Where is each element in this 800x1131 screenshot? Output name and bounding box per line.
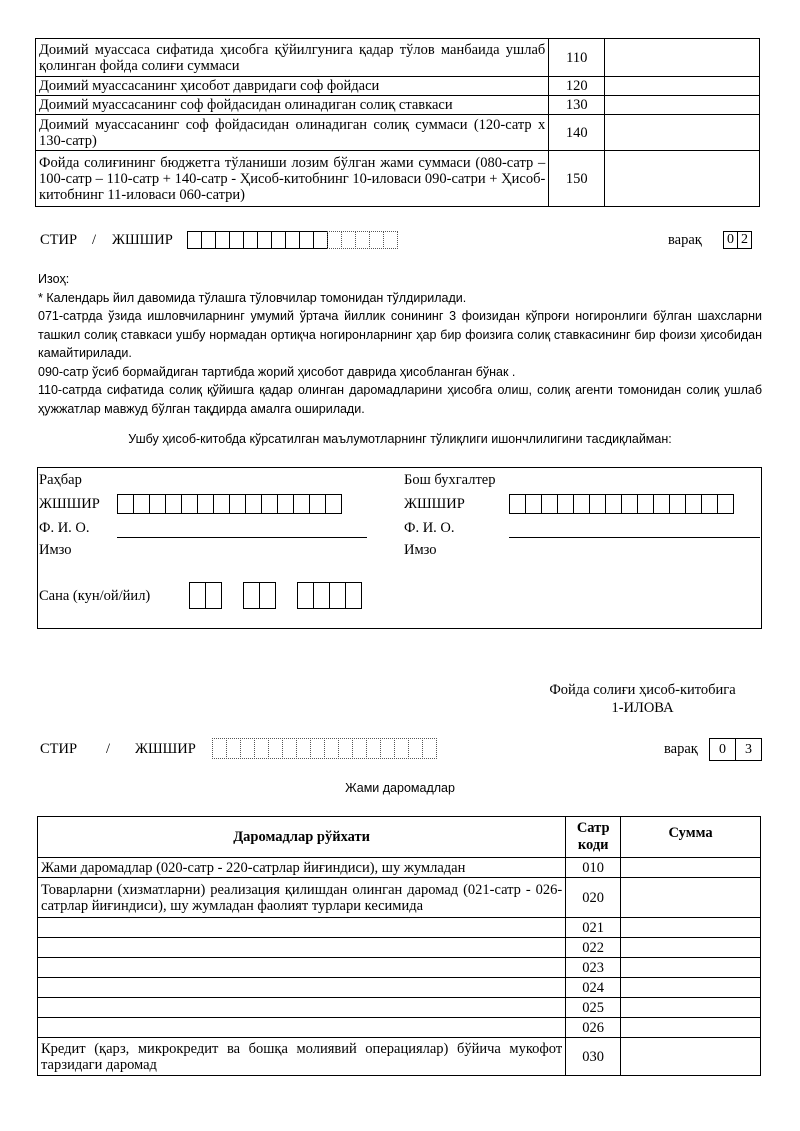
annex-line-1: Фойда солиғи ҳисоб-китобига	[549, 682, 736, 698]
table-row	[38, 958, 761, 978]
row-code: 024	[566, 978, 621, 998]
confirm-text: Ушбу ҳисоб-китобда кўрсатилган маълумотларнинг тўлиқлиги ишончлилигини тасдиқлайман:	[128, 432, 672, 446]
date-month-boxes[interactable]	[243, 582, 275, 609]
row-description: Кредит (қарз, микрокредит ва бошқа молиявий операциялар) бўйича мукофот тарзидаги даромад	[38, 1038, 566, 1076]
row-description: Доимий муассасанинг соф фойдасидан олинадиган солиқ суммаси (120-сатр х 130-сатр)	[36, 115, 549, 151]
row-code: 025	[566, 998, 621, 1018]
notes-block	[38, 270, 762, 418]
head-sign-label: Имзо	[39, 542, 72, 558]
chief-jshshir-label: ЖШШИР	[404, 496, 465, 512]
row-code: 030	[566, 1038, 621, 1076]
income-table	[37, 816, 761, 1076]
head-jshshir-boxes[interactable]	[117, 494, 341, 514]
stir-input-boxes[interactable]	[212, 738, 436, 759]
row-code: 010	[566, 858, 621, 878]
row-code: 023	[566, 958, 621, 978]
table-row	[38, 1018, 761, 1038]
chief-sign-label: Имзо	[404, 542, 437, 558]
stir-label: СТИР	[40, 232, 78, 248]
note-line: 110-сатрда сифатида солиқ қўйишга қадар олинган даромадларини ҳисобга олиш, солиқ агенти томонидан солиқ ушлаб ҳужжатлар мавжуд бўлган тақдирда амалга оширилади.	[38, 383, 762, 416]
row-sum-cell[interactable]	[605, 39, 760, 77]
row-code: 022	[566, 938, 621, 958]
table-row	[38, 1038, 761, 1076]
row-description[interactable]	[38, 998, 566, 1018]
row-sum-cell[interactable]	[621, 858, 761, 878]
stir-label: СТИР	[40, 741, 78, 757]
row-description: Доимий муассаса сифатида ҳисобга қўйилгунига қадар тўлов манбаида ушлаб қолинган фойда солиғи суммаси	[36, 39, 549, 77]
row-sum-cell[interactable]	[621, 998, 761, 1018]
row-description[interactable]	[38, 938, 566, 958]
table-row	[36, 39, 760, 77]
row-code: 021	[566, 918, 621, 938]
date-day-boxes[interactable]	[189, 582, 221, 609]
section-title: Жами даромадлар	[345, 781, 455, 795]
sheet-digit: 0	[723, 231, 738, 249]
chief-fio-line[interactable]	[509, 537, 760, 538]
jshshir-label: ЖШШИР	[112, 232, 173, 248]
table-row	[36, 115, 760, 151]
chief-jshshir-boxes[interactable]	[509, 494, 733, 514]
row-sum-cell[interactable]	[621, 1018, 761, 1038]
row-sum-cell[interactable]	[621, 958, 761, 978]
head-jshshir-label: ЖШШИР	[39, 496, 100, 512]
row-sum-cell[interactable]	[621, 978, 761, 998]
row-sum-cell[interactable]	[605, 151, 760, 207]
header-sum: Сумма	[621, 817, 761, 858]
head-label: Раҳбар	[39, 472, 82, 488]
header-list: Даромадлар рўйхати	[38, 817, 566, 858]
row-description[interactable]	[38, 958, 566, 978]
row-description: Жами даромадлар (020-сатр - 220-сатрлар йиғиндиси), шу жумладан	[38, 858, 566, 878]
sheet-digit: 2	[737, 231, 752, 249]
sheet-label: варақ	[664, 741, 698, 757]
chief-accountant-label: Бош бухгалтер	[404, 472, 496, 488]
note-line: 090-сатр ўсиб бормайдиган тартибда жорий ҳисобот даврида ҳисобланган бўнак .	[38, 364, 516, 379]
table-row	[38, 978, 761, 998]
separator-slash: /	[92, 232, 97, 248]
stir-input-boxes[interactable]	[187, 231, 397, 249]
head-fio-line[interactable]	[117, 537, 367, 538]
sheet-number	[723, 231, 751, 249]
sheet-digit: 0	[709, 738, 736, 761]
row-description: Доимий муассасанинг ҳисобот давридаги соф фойдаси	[36, 77, 549, 96]
row-code: 130	[549, 96, 605, 115]
chief-fio-label: Ф. И. О.	[404, 520, 455, 536]
sheet-digit: 3	[735, 738, 762, 761]
row-description: Доимий муассасанинг соф фойдасидан олинадиган солиқ ставкаси	[36, 96, 549, 115]
table-row	[38, 918, 761, 938]
row-sum-cell[interactable]	[621, 918, 761, 938]
date-label: Сана (кун/ой/йил)	[39, 588, 151, 604]
row-code: 140	[549, 115, 605, 151]
row-sum-cell[interactable]	[605, 77, 760, 96]
table-row	[36, 151, 760, 207]
row-code: 150	[549, 151, 605, 207]
notes-heading: Изоҳ:	[38, 272, 70, 286]
separator-slash: /	[106, 741, 111, 757]
row-sum-cell[interactable]	[605, 115, 760, 151]
row-sum-cell[interactable]	[621, 878, 761, 918]
table-row	[38, 858, 761, 878]
head-fio-label: Ф. И. О.	[39, 520, 90, 536]
row-description: Товарларни (хизматларни) реализация қилишдан олинган даромад (021-сатр - 026-сатрлар йиғиндиси), шу жумладан фаолият турлари кесимида	[38, 878, 566, 918]
top-table	[35, 38, 760, 207]
sheet-number	[709, 738, 761, 761]
table-row	[36, 77, 760, 96]
note-line: * Календарь йил давомида тўлашга тўловчилар томонидан тўлдирилади.	[38, 290, 467, 305]
table-row	[38, 878, 761, 918]
row-sum-cell[interactable]	[605, 96, 760, 115]
table-header-row	[38, 817, 761, 858]
sheet-label: варақ	[668, 232, 702, 248]
table-row	[38, 938, 761, 958]
row-description[interactable]	[38, 918, 566, 938]
row-code: 020	[566, 878, 621, 918]
table-row	[36, 96, 760, 115]
annex-line-2: 1-ИЛОВА	[611, 700, 674, 716]
row-sum-cell[interactable]	[621, 1038, 761, 1076]
row-code: 110	[549, 39, 605, 77]
row-description[interactable]	[38, 978, 566, 998]
date-year-boxes[interactable]	[297, 582, 361, 609]
note-line: 071-сатрда ўзида ишловчиларнинг умумий ўртача йиллик сонининг 3 фоизидан кўпроғи ногиронлиги бўлган шахсларни ташкил солиқ ставкаси ушбу нормадан ортиқча ногиронларнинг ҳар бир фоизига солиқ ставкасининг бир фоизи ҳисобидан камайтирилади.	[38, 309, 762, 360]
header-code: Сатр коди	[566, 817, 621, 858]
jshshir-label: ЖШШИР	[135, 741, 196, 757]
row-description: Фойда солиғининг бюджетга тўланиши лозим бўлган жами суммаси (080-сатр – 100-сатр – 110-сатр + 140-сатр - Ҳисоб-китобнинг 10-иловаси 090-сатри + Ҳисоб-китобнинг 11-иловаси 060-сатри)	[36, 151, 549, 207]
row-code: 120	[549, 77, 605, 96]
table-row	[38, 998, 761, 1018]
row-description[interactable]	[38, 1018, 566, 1038]
row-sum-cell[interactable]	[621, 938, 761, 958]
row-code: 026	[566, 1018, 621, 1038]
